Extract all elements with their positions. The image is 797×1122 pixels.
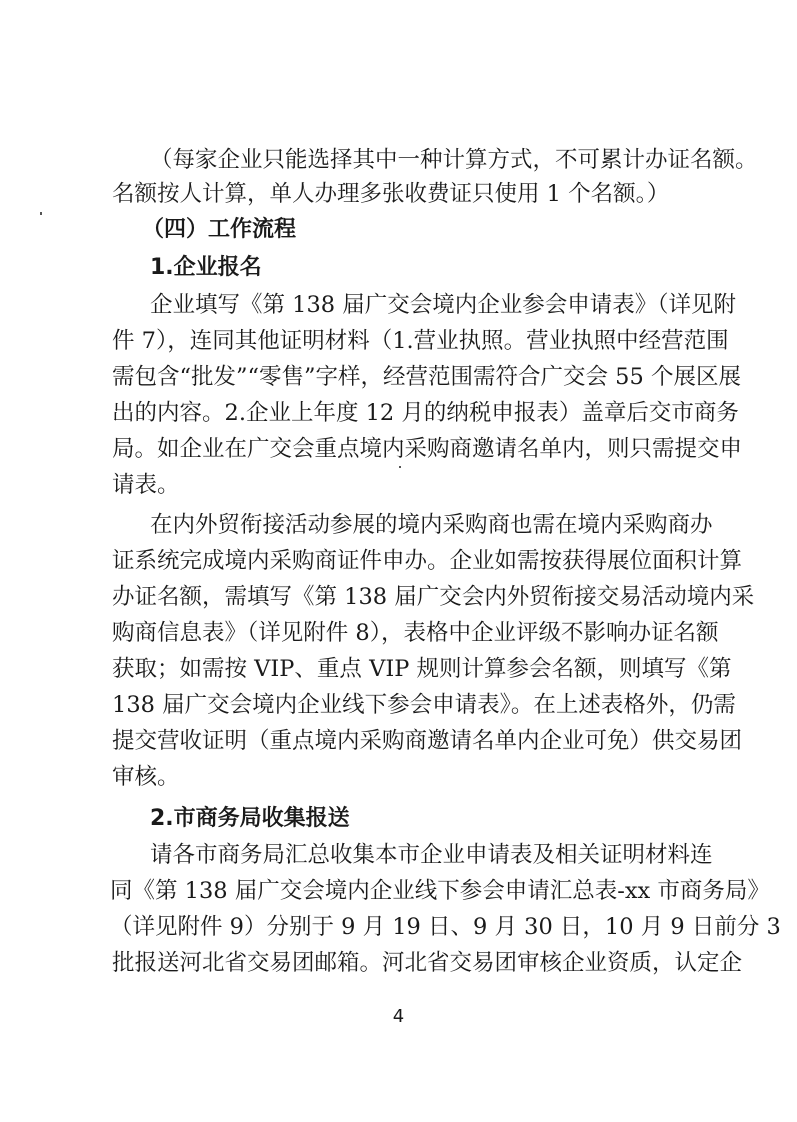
paragraph-line: 局。如企业在广交会重点境内采购商邀请名单内，则只需提交申	[112, 436, 743, 462]
paragraph-line: 138 届广交会境内企业线下参会申请表》。在上述表格外，仍需	[112, 692, 736, 718]
paragraph-line: 购商信息表》（详见附件 8），表格中企业评级不影响办证名额	[112, 620, 719, 646]
paragraph-line: 件 7），连同其他证明材料（1.营业执照。营业执照中经营范围	[112, 328, 729, 354]
paragraph-line-quota-note-1: （每家企业只能选择其中一种计算方式，不可累计办证名额。	[150, 147, 758, 173]
paragraph-line: 需包含“批发”“零售”字样，经营范围需符合广交会 55 个展区展	[112, 364, 741, 390]
paragraph-line: 出的内容。2.企业上年度 12 月的纳税申报表）盖章后交市商务	[112, 400, 739, 426]
scan-speck	[40, 212, 42, 215]
section-heading-workflow: （四）工作流程	[142, 217, 297, 242]
paragraph-line: 审核。	[112, 764, 180, 790]
paragraph-line: 办证名额，需填写《第 138 届广交会内外贸衔接交易活动境内采	[112, 584, 755, 610]
paragraph-line-quota-note-2: 名额按人计算，单人办理多张收费证只使用 1 个名额。）	[112, 181, 670, 207]
subheading-enterprise-registration: 1.企业报名	[150, 255, 262, 280]
paragraph-line: 批报送河北省交易团邮箱。河北省交易团审核企业资质，认定企	[112, 950, 743, 976]
paragraph-line: 提交营收证明（重点境内采购商邀请名单内企业可免）供交易团	[112, 728, 743, 754]
paragraph-line: 请各市商务局汇总收集本市企业申请表及相关证明材料连	[150, 842, 713, 868]
paragraph-line: 在内外贸衔接活动参展的境内采购商也需在境内采购商办	[150, 512, 713, 538]
paragraph-line: 同《第 138 届广交会境内企业线下参会申请汇总表-xx 市商务局》	[110, 878, 770, 904]
subheading-city-bureau-submission: 2.市商务局收集报送	[150, 806, 350, 831]
paragraph-line: （详见附件 9）分别于 9 月 19 日、9 月 30 日，10 月 9 日前分 3	[110, 914, 781, 940]
paragraph-line: 请表。	[112, 472, 180, 498]
scan-speck	[399, 466, 401, 468]
page-number: 4	[392, 1006, 405, 1027]
paragraph-line: 获取；如需按 VIP、重点 VIP 规则计算参会名额，则填写《第	[112, 656, 732, 682]
paragraph-line: 证系统完成境内采购商证件申办。企业如需按获得展位面积计算	[112, 548, 743, 574]
paragraph-line: 企业填写《第 138 届广交会境内企业参会申请表》（详见附	[150, 292, 737, 318]
